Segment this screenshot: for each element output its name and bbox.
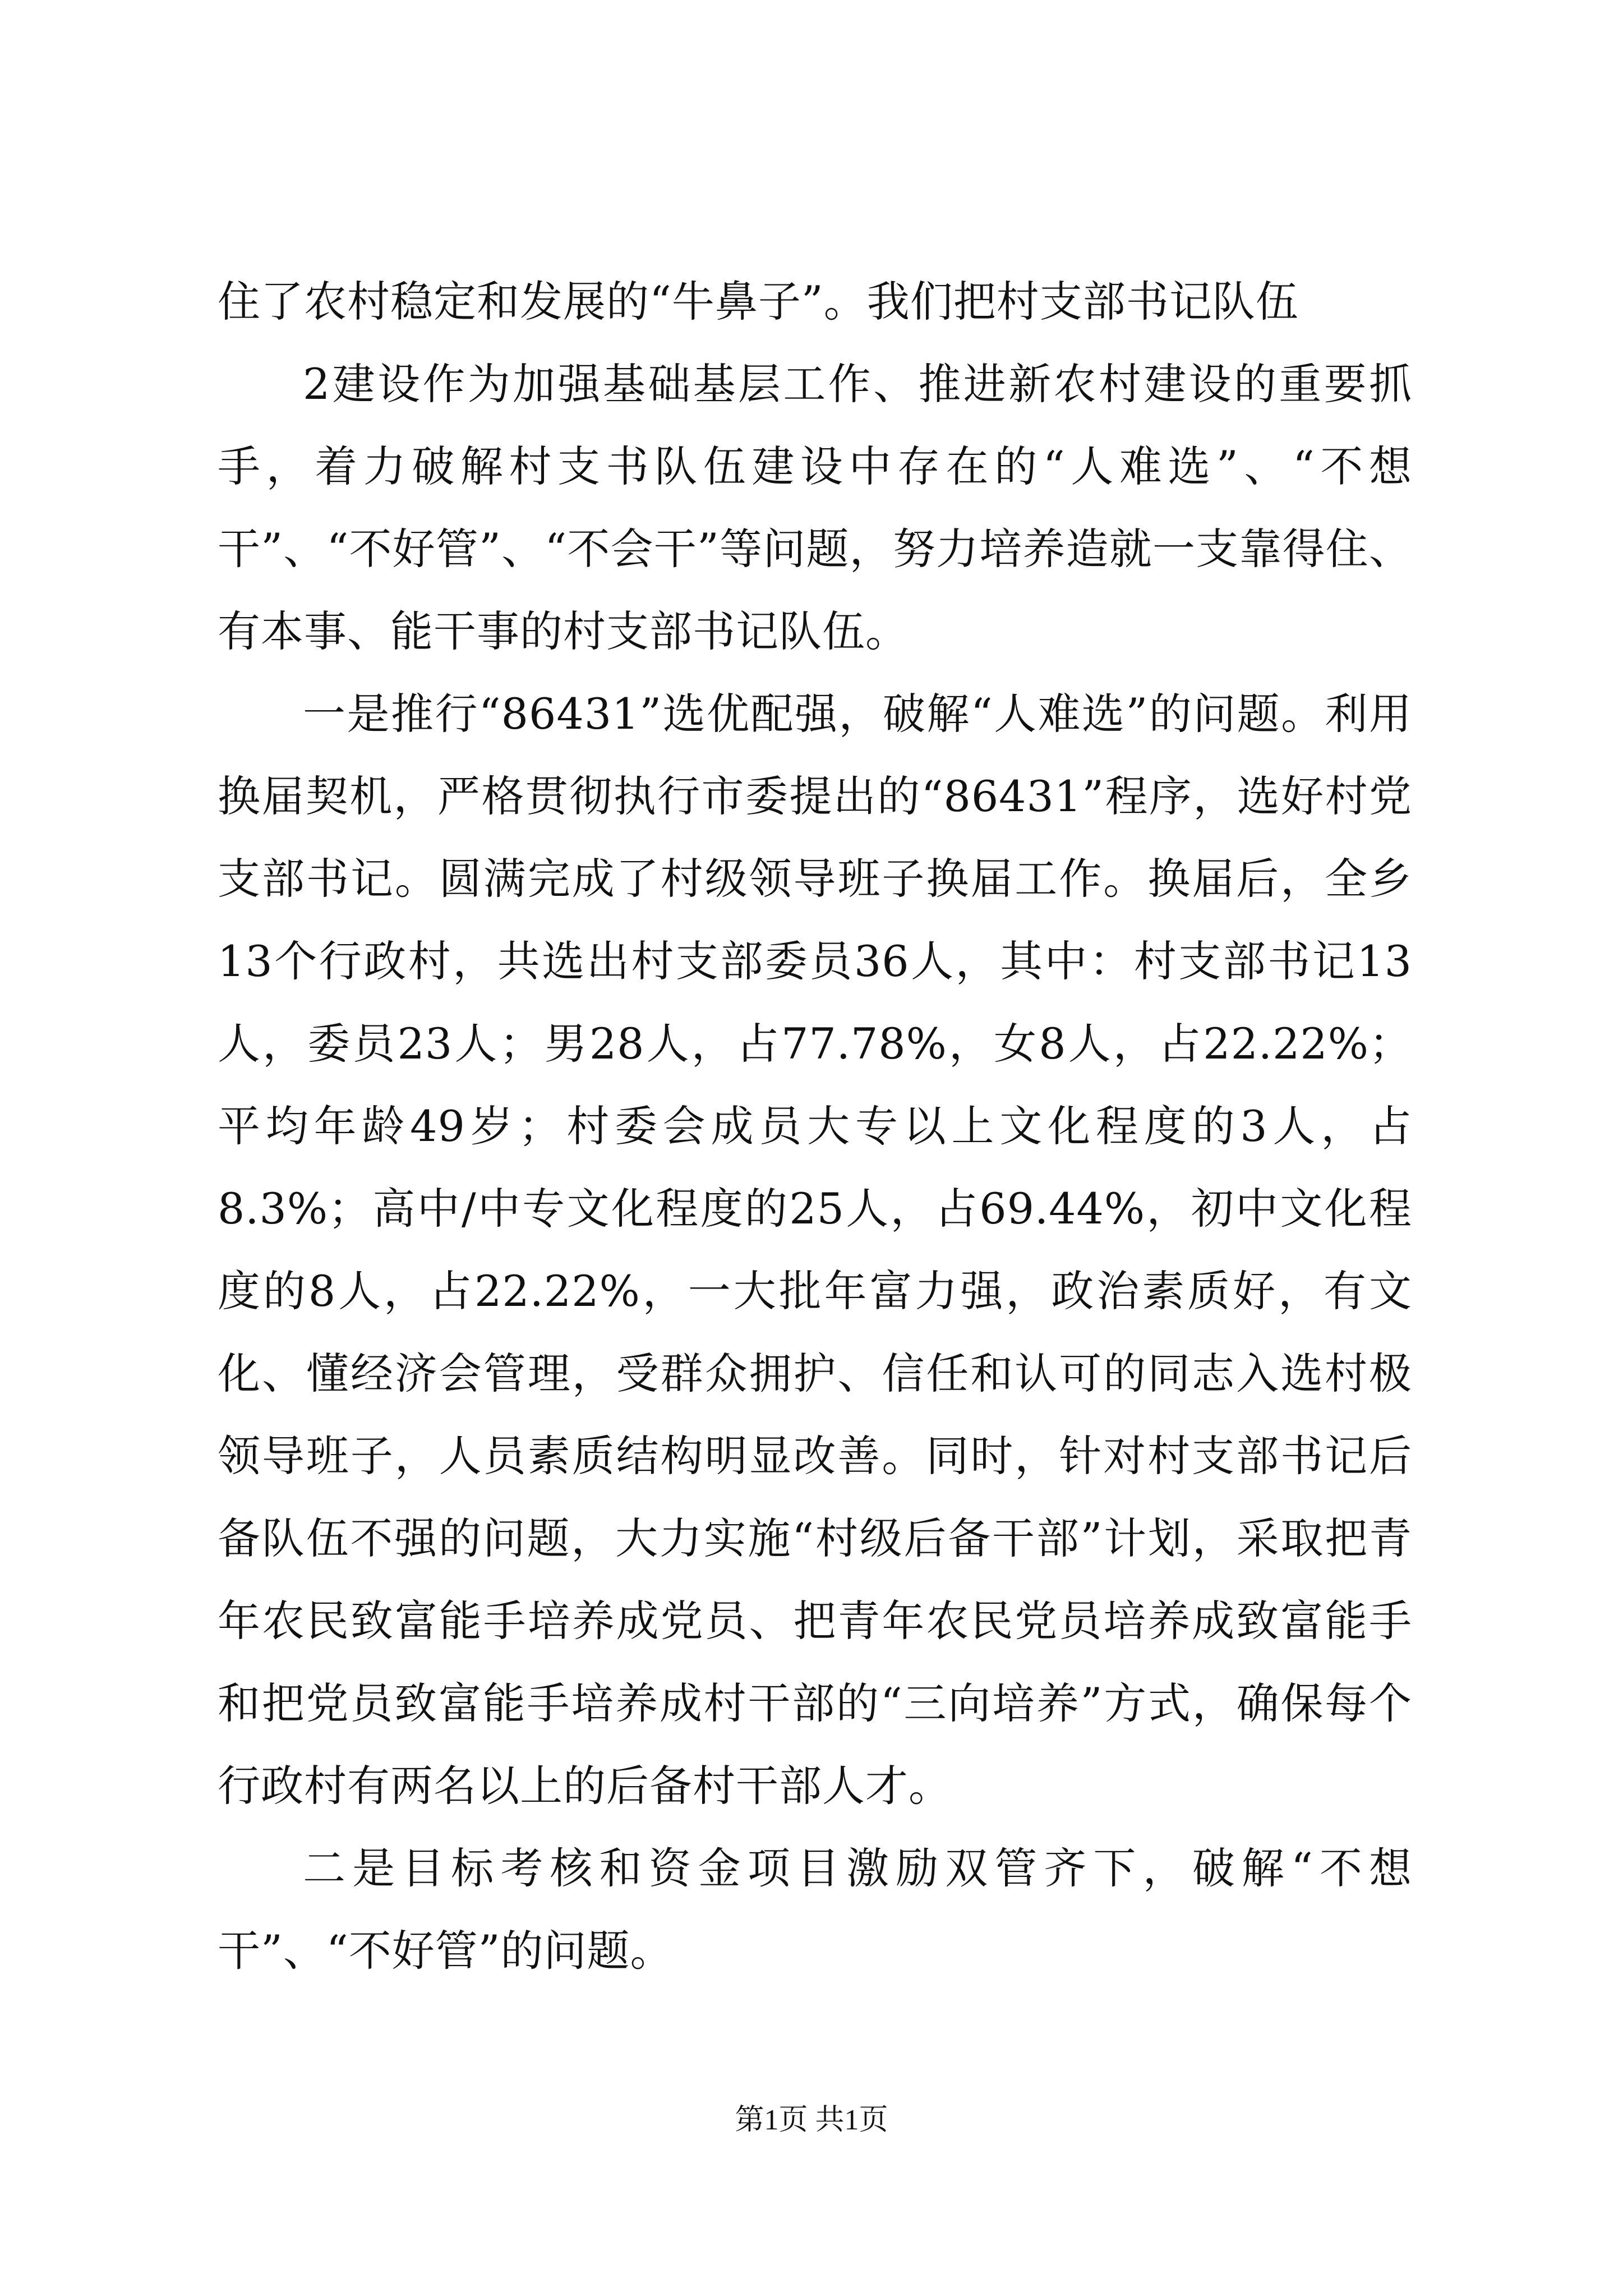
paragraph-continuation: 住了农村稳定和发展的“牛鼻子”。我们把村支部书记队伍 <box>218 277 1299 326</box>
document-body <box>218 260 1412 1992</box>
paragraph-intro: 2建设作为加强基础基层工作、推进新农村建设的重要抓手，着力破解村支书队伍建设中存在的“人难选”、“不想干”、“不好管”、“不会干”等问题，努力培养造就一支靠得住、有本事、能干事的村支部书记队伍。 <box>218 359 1412 656</box>
paragraph-point-one: 一是推行“86431”选优配强，破解“人难选”的问题。利用换届契机，严格贯彻执行市委提出的“86431”程序，选好村党支部书记。圆满完成了村级领导班子换届工作。换届后，全乡13个行政村，共选出村支部委员36人，其中：村支部书记13人，委员23人；男28人，占77.78%，女8人，占22.22%；平均年龄49岁；村委会成员大专以上文化程度的3人，占8.3%；高中/中专文化程度的25人，占69.44%，初中文化程度的8人，占22.22%，一大批年富力强，政治素质好，有文化、懂经济会管理，受群众拥护、信任和认可的同志入选村极领导班子，人员素质结构明显改善。同时，针对村支部书记后备队伍不强的问题，大力实施“村级后备干部”计划，采取把青年农民致富能手培养成党员、把青年农民党员培养成致富能手和把党员致富能手培养成村干部的“三向培养”方式，确保每个行政村有两名以上的后备村干部人才。 <box>218 689 1412 1811</box>
page-footer: 第1页 共1页 <box>735 2104 888 2136</box>
paragraph-point-two: 二是目标考核和资金项目激励双管齐下，破解“不想干”、“不好管”的问题。 <box>218 1843 1412 1976</box>
